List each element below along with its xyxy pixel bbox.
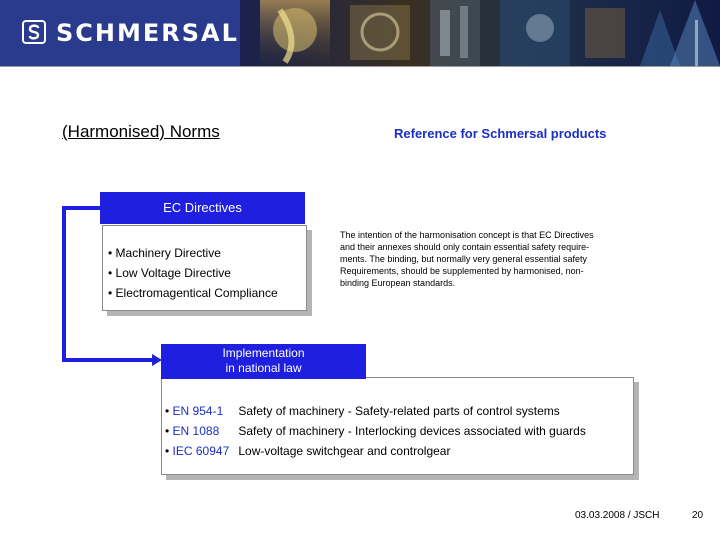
implementation-heading-line: in national law xyxy=(225,361,302,375)
description-line: The intention of the harmonisation concept is that EC Directives xyxy=(340,230,594,240)
ec-directives-list xyxy=(108,245,278,305)
directive-item: • Electromagentical Compliance xyxy=(108,286,278,300)
description-line: ments. The binding, but normally very general essential safety xyxy=(340,254,587,264)
harmonisation-description xyxy=(340,229,625,289)
implementation-heading xyxy=(161,344,366,379)
footer-date-author: 03.03.2008 / JSCH xyxy=(575,510,660,521)
norm-row xyxy=(165,403,586,423)
page-number: 20 xyxy=(692,510,704,521)
logo-text: SCHMERSAL xyxy=(56,19,239,47)
implementation-heading-line: Implementation xyxy=(222,346,305,360)
ec-directives-heading: EC Directives xyxy=(100,192,305,224)
norms-list xyxy=(165,403,586,463)
norm-code: • IEC 60947 xyxy=(165,444,230,458)
norm-row xyxy=(165,443,586,463)
norm-description: Safety of machinery - Safety-related parts of control systems xyxy=(238,404,560,418)
norm-code: • EN 1088 xyxy=(165,424,220,438)
norm-code: • EN 954-1 xyxy=(165,404,224,418)
description-line: and their annexes should only contain essential safety require- xyxy=(340,242,590,252)
norm-row xyxy=(165,423,586,443)
description-line: binding European standards. xyxy=(340,278,456,288)
directive-item: • Low Voltage Directive xyxy=(108,266,231,280)
norm-description: Low-voltage switchgear and controlgear xyxy=(238,444,451,458)
description-line: Requirements, should be supplemented by harmonised, non- xyxy=(340,266,584,276)
slide-title: (Harmonised) Norms xyxy=(62,122,220,141)
reference-text: Reference for Schmersal products xyxy=(394,126,607,141)
norm-description: Safety of machinery - Interlocking devices associated with guards xyxy=(238,424,586,438)
directive-item: • Machinery Directive xyxy=(108,246,221,260)
